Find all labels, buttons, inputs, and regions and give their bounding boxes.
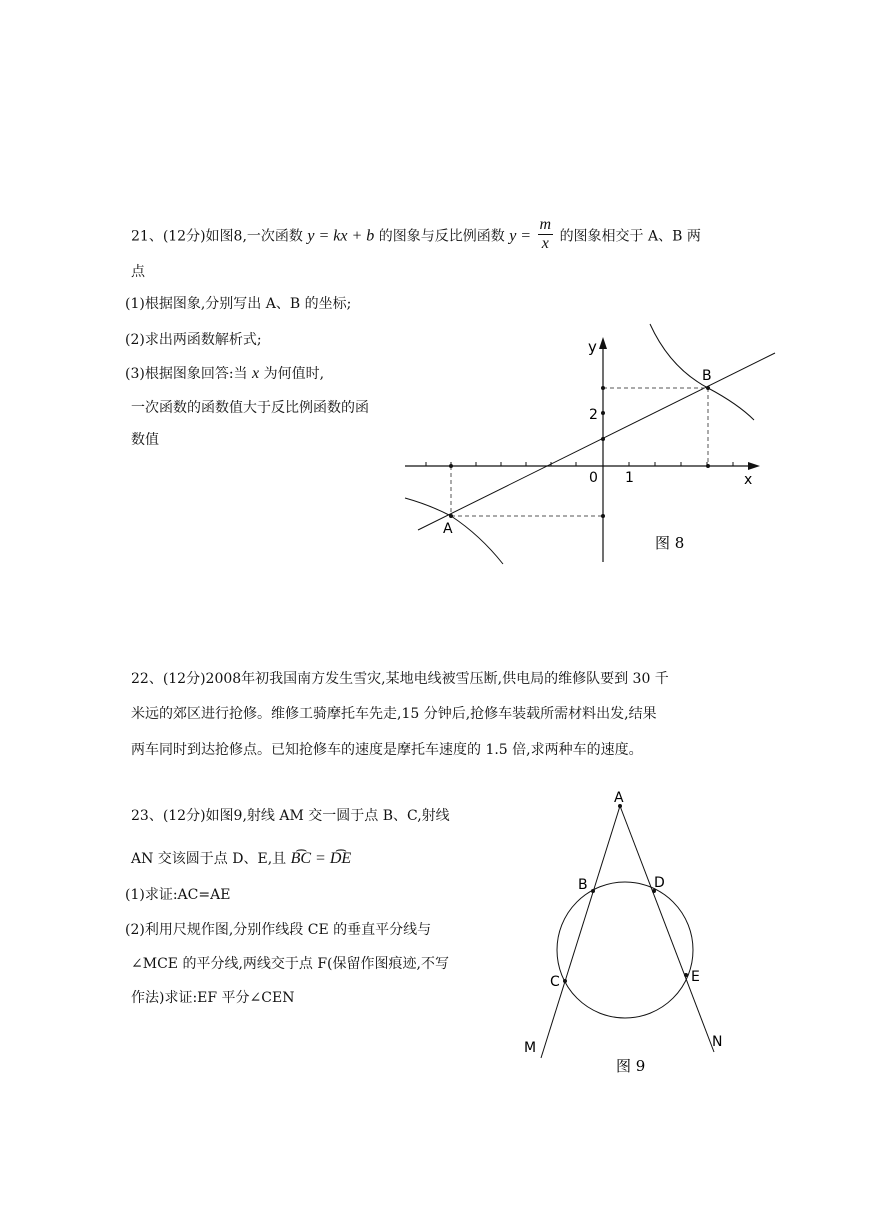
q22-line1: 22、(12分)2008年初我国南方发生雪灾,某地电线被雪压断,供电局的维修队要到 30 千: [131, 671, 669, 687]
fig9-caption: 图 9: [616, 1057, 646, 1075]
fig8-x-arrow-icon: [748, 462, 760, 470]
q21-intro-d: 点: [131, 264, 145, 280]
q23-part2-line2: ∠MCE 的平分线,两线交于点 F(保留作图痕迹,不写: [131, 956, 449, 972]
fig9-label-c: C: [550, 974, 560, 990]
fig8-label-1: 1: [625, 470, 634, 486]
fig8-y-arrow-icon: [599, 337, 607, 349]
q21-intro-a: 21、(12分)如图8,一次函数: [131, 228, 303, 245]
fig8-label-a: A: [443, 521, 453, 537]
q21-part2: (2)求出两函数解析式;: [125, 332, 262, 348]
fig8-label-0: 0: [589, 470, 598, 486]
q23-line1: 23、(12分)如图9,射线 AM 交一圆于点 B、C,射线: [131, 808, 450, 824]
q21-fraction-denominator: x: [541, 235, 549, 252]
fig9-label-n: N: [712, 1034, 723, 1050]
figure-8: [395, 320, 785, 570]
q23-line2: [131, 849, 351, 869]
q21-intro-c: 的图象相交于 A、B 两: [559, 228, 701, 245]
q23-part2-line1: (2)利用尺规作图,分别作线段 CE 的垂直平分线与: [125, 922, 432, 938]
q21-part1: (1)根据图象,分别写出 A、B 的坐标;: [125, 296, 352, 312]
q21-intro-line: [131, 216, 701, 252]
fig9-label-e: E: [691, 969, 700, 985]
fig9-label-b: B: [578, 877, 588, 893]
q23-part1: (1)求证:AC=AE: [125, 887, 231, 903]
q21-part3-b: 为何值时,: [263, 366, 325, 382]
figure-9: [510, 780, 740, 1080]
fig8-linear-line: [418, 353, 775, 530]
q21-part3-line2: 一次函数的函数值大于反比例函数的函: [131, 400, 369, 416]
fig8-hyperbola-lower: [405, 498, 503, 564]
fig9-ray-am: [541, 806, 620, 1058]
fig8-caption: 图 8: [655, 534, 685, 552]
fig8-label-2: 2: [589, 407, 598, 423]
q21-linear-function: y = kx + b: [307, 227, 375, 245]
fig8-label-y: y: [588, 338, 597, 356]
fig9-points: [563, 804, 688, 983]
fig9-ray-an: [620, 806, 714, 1052]
fig8-label-x: x: [744, 472, 753, 488]
q21-intro-b: 的图象与反比例函数: [378, 228, 505, 245]
q23-part2-line3: 作法)求证:EF 平分∠CEN: [131, 990, 295, 1006]
q21-part3-var: x: [252, 365, 260, 382]
fig9-label-a: A: [614, 790, 624, 806]
fig8-label-b: B: [702, 368, 712, 384]
q23-line2-a: AN 交该圆于点 D、E,且: [131, 851, 287, 867]
q23-arc-equation: B͡C = D͡E: [290, 850, 352, 867]
q21-inverse-fraction: [538, 216, 554, 253]
q22-line2: 米远的郊区进行抢修。维修工骑摩托车先走,15 分钟后,抢修车装载所需材料出发,结果: [131, 706, 657, 722]
q21-fraction-numerator: m: [539, 216, 552, 233]
fig8-dashed-guides: [451, 388, 708, 516]
fig9-label-d: D: [654, 875, 665, 891]
q21-part3-a: (3)根据图象回答:当: [125, 366, 248, 382]
q21-inverse-lhs: y =: [509, 227, 532, 245]
fig9-circle: [557, 882, 693, 1018]
q21-part3-line1: [125, 364, 324, 384]
q21-part3-line3: 数值: [131, 432, 159, 448]
q22-line3: 两车同时到达抢修点。已知抢修车的速度是摩托车速度的 1.5 倍,求两种车的速度。: [131, 742, 643, 758]
fig8-points: [449, 386, 710, 518]
fig9-label-m: M: [524, 1040, 537, 1056]
